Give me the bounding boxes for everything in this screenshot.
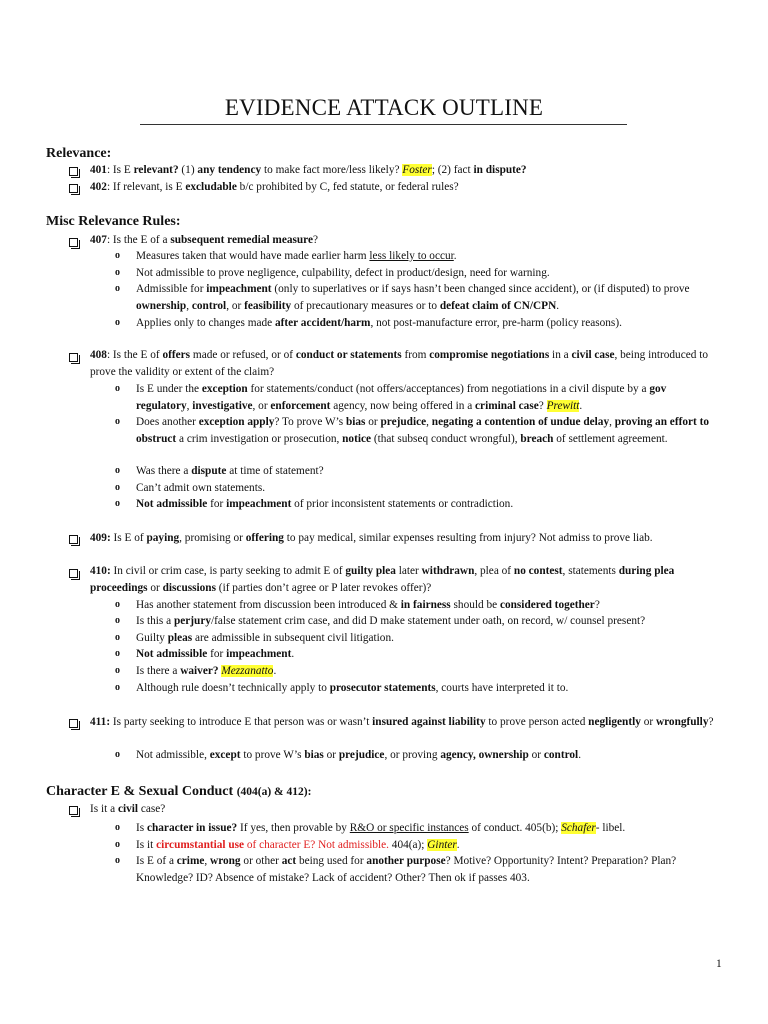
- bullet-icon: o: [115, 615, 120, 626]
- rule-408-point: Can’t admit own statements.: [136, 482, 266, 494]
- rule-407-point: Measures taken that would have made earlier harm less likely to occur.: [136, 250, 457, 262]
- rule-407-point: Applies only to changes made after accident/harm, not post-manufacture error, pre-harm (policy reasons).: [136, 317, 622, 329]
- case-highlight: Ginter: [427, 839, 457, 851]
- rule-408: 408: Is the E of offers made or refused, or of conduct or statements from compromise negotiations in a civil case, being introduced to prove the validity or extent of the claim?: [90, 349, 708, 378]
- checkbox-icon: [69, 719, 78, 728]
- checkbox-icon: [69, 806, 78, 815]
- checkbox-icon: [69, 353, 78, 362]
- bullet-icon: o: [115, 283, 120, 294]
- rule-408-point: Not admissible for impeachment of prior inconsistent statements or contradiction.: [136, 498, 514, 510]
- checkbox-icon: [69, 167, 78, 176]
- rule-409: 409: Is E of paying, promising or offering to pay medical, similar expenses resulting from injury? Not admiss to prove liab.: [90, 532, 653, 544]
- checkbox-icon: [69, 184, 78, 193]
- bullet-icon: o: [115, 665, 120, 676]
- case-highlight: Schafer: [561, 822, 596, 834]
- rule-410-point: Has another statement from discussion been introduced & in fairness should be considered together?: [136, 599, 600, 611]
- rule-408-point: Is E under the exception for statements/conduct (not offers/acceptances) from negotiations in a civil dispute by a gov regulatory, investigative, or enforcement agency, now being offered in a criminal case? Prewitt.: [136, 383, 667, 412]
- bullet-icon: o: [115, 482, 120, 493]
- bullet-icon: o: [115, 632, 120, 643]
- section-heading-misc-relevance: Misc Relevance Rules:: [46, 214, 181, 229]
- bullet-icon: o: [115, 599, 120, 610]
- rule-410-point: Is this a perjury/false statement crim case, and did D make statement under oath, on record, w/ counsel present?: [136, 615, 646, 627]
- bullet-icon: o: [115, 383, 120, 394]
- case-highlight: Foster: [402, 164, 432, 176]
- document-title: EVIDENCE ATTACK OUTLINE: [224, 95, 544, 120]
- section-heading-character-evidence: Character E & Sexual Conduct (404(a) & 412):: [46, 784, 312, 799]
- section-heading-relevance: Relevance:: [46, 146, 112, 161]
- rule-410-point: Not admissible for impeachment.: [136, 648, 295, 660]
- civil-case-question: Is it a civil case?: [90, 803, 166, 815]
- rule-410-point: Guilty pleas are admissible in subsequent civil litigation.: [136, 632, 394, 644]
- bullet-icon: o: [115, 682, 120, 693]
- checkbox-icon: [69, 535, 78, 544]
- case-highlight: Prewitt: [546, 399, 580, 412]
- bullet-icon: o: [115, 822, 120, 833]
- civil-case-point: Is it circumstantial use of character E? Not admissible. 404(a); Ginter.: [136, 839, 460, 851]
- rule-402: 402: If relevant, is E excludable b/c prohibited by C, fed statute, or federal rules?: [90, 181, 459, 193]
- rule-411: 411: Is party seeking to introduce E that person was or wasn’t insured against liability to prove person acted negligently or wrongfully?: [90, 716, 714, 728]
- case-highlight: Mezzanatto: [221, 665, 274, 677]
- bullet-icon: o: [115, 749, 120, 760]
- rule-407-point: Admissible for impeachment (only to superlatives or if says hasn’t been changed since accident), or (if disputed) to prove ownership, control, or feasibility of precautionary measures or to defeat claim of CN/CPN.: [136, 283, 690, 312]
- rule-401: 401: Is E relevant? (1) any tendency to make fact more/less likely? Foster; (2) fact in dispute?: [90, 164, 527, 176]
- checkbox-icon: [69, 569, 78, 578]
- bullet-icon: o: [115, 855, 120, 866]
- bullet-icon: o: [115, 498, 120, 509]
- bullet-icon: o: [115, 250, 120, 261]
- page-number: 1: [716, 958, 722, 970]
- bullet-icon: o: [115, 267, 120, 278]
- rule-410-point: Although rule doesn’t technically apply to prosecutor statements, courts have interpreted it to.: [136, 682, 569, 694]
- rule-411-point: Not admissible, except to prove W’s bias or prejudice, or proving agency, ownership or control.: [136, 749, 582, 761]
- civil-case-point: Is E of a crime, wrong or other act being used for another purpose? Motive? Opportunity? Intent? Preparation? Plan? Knowledge? ID? Absence of mistake? Lack of accident? Other? Then ok if passes 403.: [136, 855, 677, 884]
- bullet-icon: o: [115, 839, 120, 850]
- bullet-icon: o: [115, 648, 120, 659]
- rule-407-point: Not admissible to prove negligence, culpability, defect in product/design, need for warning.: [136, 267, 550, 279]
- rule-410: 410: In civil or crim case, is party seeking to admit E of guilty plea later withdrawn, plea of no contest, statements during plea proceedings or discussions (if parties don’t agree or P later revokes offer)?: [90, 565, 675, 594]
- title-divider: [140, 124, 627, 125]
- rule-407: 407: Is the E of a subsequent remedial measure?: [90, 234, 319, 246]
- checkbox-icon: [69, 238, 78, 247]
- bullet-icon: o: [115, 317, 120, 328]
- rule-410-point: Is there a waiver? Mezzanatto.: [136, 665, 277, 677]
- rule-408-point: Was there a dispute at time of statement?: [136, 465, 324, 477]
- bullet-icon: o: [115, 465, 120, 476]
- rule-408-point: Does another exception apply? To prove W’s bias or prejudice, negating a contention of undue delay, proving an effort to obstruct a crim investigation or prosecution, notice (that subseq conduct wrongful), breach of settlement agreement.: [136, 416, 710, 445]
- civil-case-point: Is character in issue? If yes, then provable by R&O or specific instances of conduct. 405(b); Schafer- libel.: [136, 822, 626, 834]
- bullet-icon: o: [115, 416, 120, 427]
